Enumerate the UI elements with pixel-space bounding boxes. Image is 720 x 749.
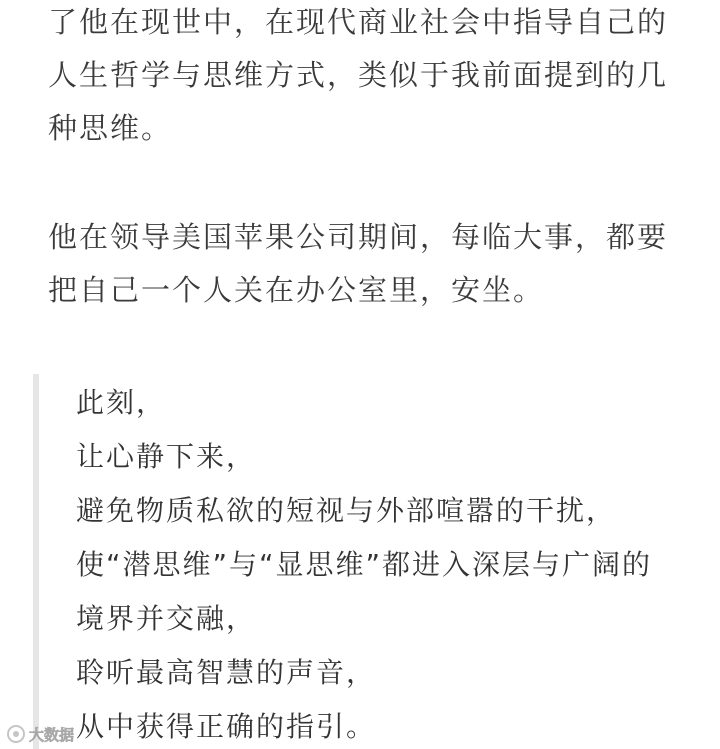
paragraph-2 <box>48 211 668 317</box>
paragraph-line: 了他在现世中，在现代商业社会中指导自己的 <box>48 5 669 39</box>
quote-line: 境界并交融， <box>76 602 257 635</box>
watermark <box>6 722 74 746</box>
quote-line: 使“潜思维”与“显思维”都进入深层与广阔的 <box>76 548 653 581</box>
paragraph-line: 种思维。 <box>48 111 173 145</box>
blockquote-bar <box>33 374 39 749</box>
paragraph-line: 人生哲学与思维方式，类似于我前面提到的几 <box>48 58 669 92</box>
quote-line: 让心静下来， <box>76 440 257 473</box>
blockquote <box>76 376 652 749</box>
paragraph-1 <box>48 0 668 155</box>
quote-line: 此刻， <box>76 386 167 419</box>
quote-line: 避免物质私欲的短视与外部喧嚣的干扰， <box>76 494 617 527</box>
paragraph-line: 他在领导美国苹果公司期间，每临大事，都要 <box>48 220 669 254</box>
quote-line: 从中获得正确的指引。 <box>76 710 377 743</box>
paragraph-line: 把自己一个人关在办公室里，安坐。 <box>48 273 545 307</box>
watermark-text: 大数据 <box>29 725 75 744</box>
quote-line: 聆听最高智慧的声音， <box>76 656 377 689</box>
watermark-logo-icon <box>6 724 26 744</box>
